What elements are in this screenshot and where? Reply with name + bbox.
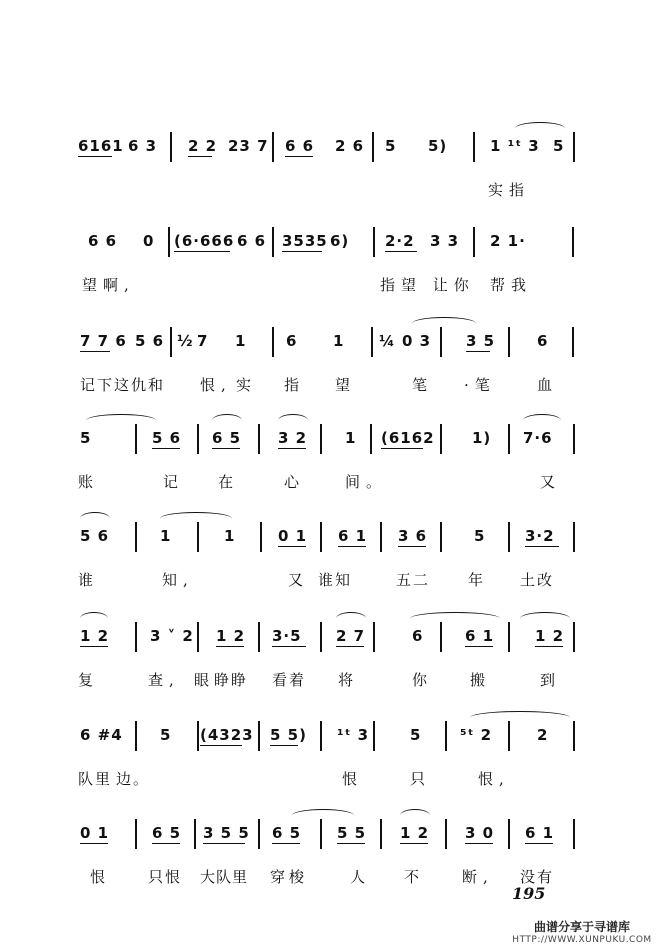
lyric-text: ·笔 — [464, 376, 496, 394]
barline — [371, 327, 373, 357]
barline — [573, 819, 575, 849]
lyric-text: 记下这仇和 — [80, 376, 166, 394]
lyric-text: 间。 — [345, 473, 388, 491]
lyric-text: 账 — [78, 473, 100, 491]
note-group: 5 6 — [80, 527, 110, 545]
note-group: 6 1 — [465, 627, 495, 645]
note-group: 3·5 — [272, 627, 302, 645]
barline — [197, 721, 199, 751]
lyric-text: 到 — [540, 671, 562, 689]
barline — [508, 622, 510, 652]
score-system-6 — [0, 626, 660, 706]
note-group: 1 — [160, 527, 172, 545]
note-group: 6 1 — [525, 824, 555, 842]
barline — [197, 522, 199, 552]
note-group: 6 — [537, 332, 549, 350]
lyric-text: 血 — [537, 376, 559, 394]
slur — [80, 512, 110, 525]
barline — [135, 819, 137, 849]
barline — [135, 424, 137, 454]
note-group: (4323 — [200, 726, 254, 744]
note-group: 6 3 — [128, 137, 158, 155]
note-group: 2·2 — [385, 232, 415, 250]
barline — [197, 622, 199, 652]
barline — [194, 819, 196, 849]
underline-beam — [80, 646, 108, 647]
note-group: ¼ — [379, 332, 396, 350]
note-group: 3 3 — [430, 232, 460, 250]
barline — [473, 132, 475, 162]
lyric-text: 只 — [410, 770, 432, 788]
score-system-5 — [0, 526, 660, 606]
barline — [260, 522, 262, 552]
note-group: 3 0 — [465, 824, 495, 842]
underline-beam — [282, 251, 322, 252]
score-system-4 — [0, 428, 660, 508]
note-group: 5 — [80, 429, 92, 447]
lyric-text: 望啊, — [82, 276, 135, 294]
lyric-text: 复 — [78, 671, 100, 689]
lyric-text: 只恨 — [148, 868, 183, 886]
note-group: 6 1 — [338, 527, 368, 545]
barline — [272, 132, 274, 162]
note-group: 3·2 — [525, 527, 555, 545]
lyric-text: 谁知 — [318, 571, 353, 589]
lyric-text: 人 — [350, 868, 372, 886]
lyric-text: 指望 让你 — [380, 276, 475, 294]
slur — [336, 612, 366, 625]
lyric-text: 断, — [462, 868, 494, 886]
lyric-text: 又 — [288, 571, 310, 589]
slur — [410, 612, 500, 625]
note-group: 3 5 — [466, 332, 496, 350]
note-group: 5 — [410, 726, 422, 744]
underline-beam — [398, 546, 426, 547]
underline-beam — [152, 843, 180, 844]
note-group: 5 — [385, 137, 397, 155]
lyric-text: 实 — [236, 376, 258, 394]
slur — [278, 414, 308, 427]
barline — [473, 227, 475, 257]
note-group: ⁵ᵗ 2 — [460, 726, 493, 744]
underline-beam — [203, 843, 245, 844]
barline — [135, 721, 137, 751]
barline — [135, 622, 137, 652]
note-group: 7 — [197, 332, 209, 350]
note-group: 3 2 — [278, 429, 308, 447]
watermark-title: 曲谱分享于寻谱库 — [533, 920, 630, 934]
note-group: 0 — [143, 232, 155, 250]
slur — [160, 512, 232, 525]
note-group: 7 7 6 — [80, 332, 127, 350]
lyric-text: 搬 — [470, 671, 492, 689]
underline-beam — [338, 546, 366, 547]
note-group: 1 2 — [80, 627, 110, 645]
lyric-text: 心 — [284, 473, 306, 491]
underline-beam — [272, 646, 306, 647]
slur — [80, 612, 108, 625]
barline — [573, 721, 575, 751]
note-group: 1 2 — [216, 627, 246, 645]
slur — [212, 414, 242, 427]
barline — [440, 424, 442, 454]
underline-beam — [381, 448, 423, 449]
barline — [572, 327, 574, 357]
note-group: 5 5) — [270, 726, 307, 744]
barline — [380, 522, 382, 552]
barline — [508, 721, 510, 751]
note-group: 6 6 — [237, 232, 267, 250]
note-group: 5) — [428, 137, 448, 155]
underline-beam — [525, 843, 553, 844]
score-system-1 — [0, 136, 660, 216]
note-group: 3 5 5 — [203, 824, 250, 842]
note-group: 3 6 — [398, 527, 428, 545]
slur — [520, 612, 570, 625]
barline — [168, 227, 170, 257]
note-group: 1 — [333, 332, 345, 350]
lyric-text: 将 — [338, 671, 360, 689]
underline-beam — [278, 448, 306, 449]
underline-beam — [216, 646, 244, 647]
lyric-text: 看着 — [272, 671, 307, 689]
lyric-text: 土改 — [520, 571, 555, 589]
note-group: 6 5 — [272, 824, 302, 842]
note-group: 5 — [474, 527, 486, 545]
underline-beam — [80, 351, 110, 352]
note-group: 0 1 — [80, 824, 110, 842]
barline — [320, 622, 322, 652]
barline — [258, 622, 260, 652]
lyric-text: 又 — [540, 473, 562, 491]
barline — [573, 424, 575, 454]
note-group: 3 ˅ 2 — [150, 627, 194, 645]
barline — [258, 721, 260, 751]
lyric-text: 大队里 — [200, 868, 249, 886]
lyric-text: 记 — [163, 473, 185, 491]
note-group: 6 6 — [88, 232, 118, 250]
note-group: 2 7 — [336, 627, 366, 645]
lyric-text: 恨, — [478, 770, 510, 788]
barline — [170, 327, 172, 357]
note-group: 5 5 — [337, 824, 367, 842]
slur — [470, 711, 570, 724]
note-group: (6162 — [381, 429, 435, 447]
lyric-text: 恨 — [342, 770, 364, 788]
lyric-text: 你 — [412, 671, 434, 689]
lyric-text: 知, — [162, 571, 194, 589]
lyric-text: 实指 — [488, 181, 531, 199]
note-group: 6 — [412, 627, 424, 645]
note-group: 2 6 — [335, 137, 365, 155]
underline-beam — [465, 646, 493, 647]
barline — [320, 522, 322, 552]
underline-beam — [152, 448, 180, 449]
barline — [258, 819, 260, 849]
barline — [508, 819, 510, 849]
note-group: ½ — [177, 332, 194, 350]
barline — [373, 622, 375, 652]
lyric-text: 恨, — [200, 376, 232, 394]
note-group: (6·666 — [174, 232, 235, 250]
lyric-text: 队里 — [78, 770, 113, 788]
underline-beam — [174, 251, 230, 252]
note-group: 1 — [224, 527, 236, 545]
underline-beam — [200, 745, 242, 746]
note-group: 6161 — [78, 137, 124, 155]
note-group: 1 — [345, 429, 357, 447]
lyric-text: 边。 — [116, 770, 151, 788]
underline-beam — [535, 646, 563, 647]
barline — [370, 424, 372, 454]
lyric-text: 年 — [468, 571, 490, 589]
watermark — [507, 918, 657, 945]
slur — [412, 317, 476, 330]
underline-beam — [337, 843, 365, 844]
barline — [573, 522, 575, 552]
slur — [515, 122, 565, 135]
lyric-text: 望 — [335, 376, 357, 394]
underline-beam — [270, 745, 298, 746]
barline — [573, 622, 575, 652]
slur — [523, 414, 561, 427]
underline-beam — [400, 843, 428, 844]
barline — [372, 132, 374, 162]
barline — [258, 424, 260, 454]
score-system-3 — [0, 331, 660, 411]
underline-beam — [336, 646, 364, 647]
note-group: 5 6 — [152, 429, 182, 447]
score-system-7 — [0, 725, 660, 805]
note-group: 1 — [235, 332, 247, 350]
note-group: 2 2 — [188, 137, 218, 155]
lyric-text: 指 — [284, 376, 306, 394]
lyric-text: 五二 — [396, 571, 431, 589]
barline — [573, 132, 575, 162]
barline — [508, 424, 510, 454]
barline — [380, 819, 382, 849]
barline — [508, 327, 510, 357]
barline — [445, 721, 447, 751]
barline — [440, 622, 442, 652]
note-group: 6 #4 — [80, 726, 123, 744]
note-group: 5 — [160, 726, 172, 744]
note-group: 7·6 — [523, 429, 553, 447]
underline-beam — [188, 156, 212, 157]
page-number: 195 — [512, 884, 546, 903]
barline — [572, 227, 574, 257]
barline — [445, 819, 447, 849]
underline-beam — [465, 843, 493, 844]
barline — [272, 327, 274, 357]
note-group: 1 ¹ᵗ 3 — [490, 137, 540, 155]
note-group: 6 5 — [152, 824, 182, 842]
barline — [320, 819, 322, 849]
note-group: 6 — [286, 332, 298, 350]
note-group: 6 6 — [285, 137, 315, 155]
barline — [170, 132, 172, 162]
lyric-text: 睁睁 — [214, 671, 249, 689]
score-system-8 — [0, 823, 660, 903]
lyric-text: 穿梭 — [270, 868, 309, 886]
note-group: 1) — [472, 429, 492, 447]
barline — [440, 327, 442, 357]
lyric-text: 没有 — [520, 868, 555, 886]
score-system-2 — [0, 231, 660, 311]
lyric-text: 笔 — [412, 376, 434, 394]
underline-beam — [272, 843, 300, 844]
underline-beam — [212, 448, 240, 449]
note-group: 23 7 — [228, 137, 269, 155]
barline — [272, 227, 274, 257]
note-group: 2 — [537, 726, 549, 744]
lyric-text: 眼 — [194, 671, 216, 689]
note-group: 3535 — [282, 232, 328, 250]
lyric-text: 在 — [218, 473, 240, 491]
note-group: 0 3 — [402, 332, 432, 350]
underline-beam — [278, 546, 306, 547]
note-group: ¹ᵗ 3 — [337, 726, 370, 744]
barline — [508, 522, 510, 552]
note-group: 1 2 — [535, 627, 565, 645]
barline — [320, 721, 322, 751]
note-group: 6 5 — [212, 429, 242, 447]
underline-beam — [80, 843, 108, 844]
barline — [440, 522, 442, 552]
barline — [197, 424, 199, 454]
lyric-text: 不 — [404, 868, 426, 886]
barline — [320, 424, 322, 454]
note-group: 5 — [553, 137, 565, 155]
underline-beam — [525, 546, 559, 547]
note-group: 1 2 — [400, 824, 430, 842]
note-group: 2 1· — [490, 232, 526, 250]
lyric-text: 谁 — [78, 571, 100, 589]
underline-beam — [78, 156, 112, 157]
slur — [292, 809, 354, 822]
underline-beam — [466, 351, 490, 352]
underline-beam — [385, 251, 417, 252]
note-group: 0 1 — [278, 527, 308, 545]
barline — [373, 721, 375, 751]
slur — [400, 809, 430, 822]
barline — [135, 522, 137, 552]
lyric-text: 恨 — [90, 868, 112, 886]
note-group: 5 6 — [135, 332, 165, 350]
underline-beam — [285, 156, 313, 157]
slur — [86, 414, 156, 427]
lyric-text: 帮我 — [490, 276, 533, 294]
lyric-text: 查, — [148, 671, 180, 689]
barline — [373, 227, 375, 257]
note-group: 6) — [330, 232, 350, 250]
watermark-url: HTTP://WWW.XUNPUKU.COM — [512, 935, 652, 945]
